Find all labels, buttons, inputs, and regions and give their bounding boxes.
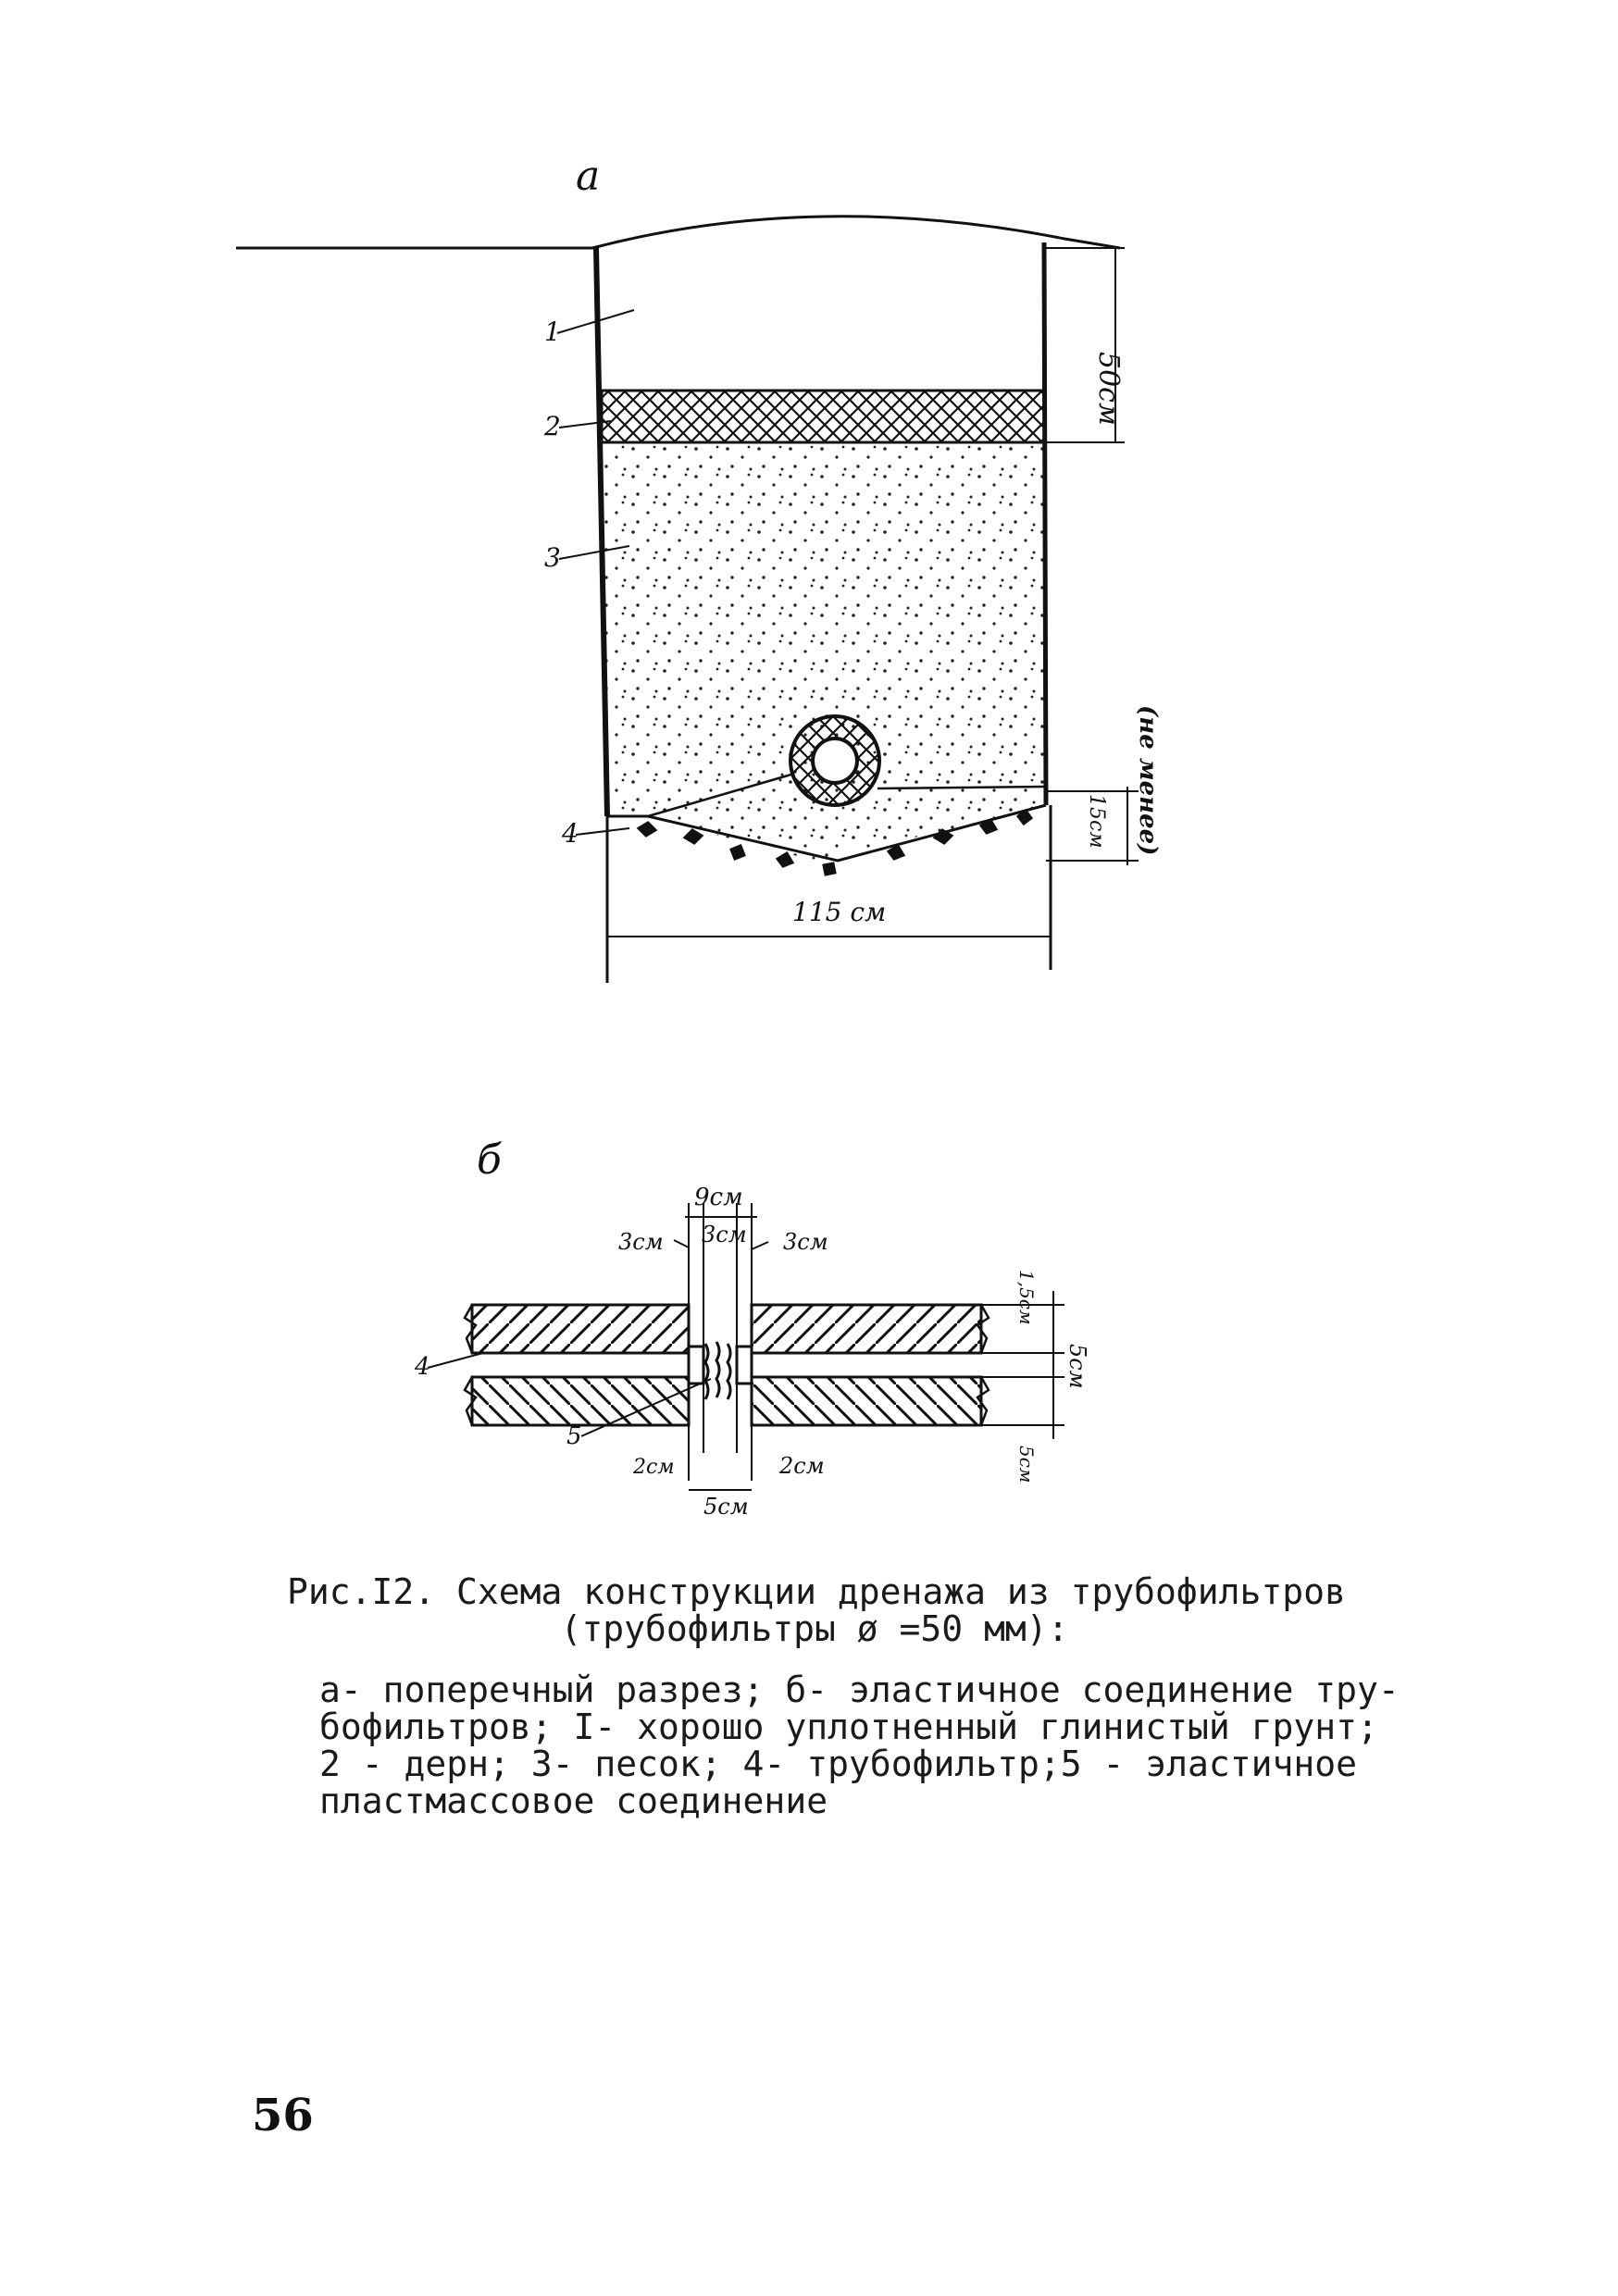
- figure-caption-legend: [319, 1671, 1400, 1819]
- dim-bottom: [632, 1453, 825, 1520]
- caption-title-line-1: Рис.I2. Схема конструкции дренажа из трубофильтров: [287, 1571, 1346, 1612]
- caption-title-line-2: (трубофильтры ø =50 мм):: [560, 1608, 1069, 1649]
- pipe-wall-top-left: [472, 1305, 689, 1353]
- dim-3cm-left-label: 3см: [618, 1229, 664, 1255]
- page-number: 56: [252, 2090, 314, 2141]
- pipe-wall-bottom-right: [752, 1377, 981, 1425]
- dim-top: [618, 1184, 828, 1255]
- ground-surface: [236, 217, 1120, 248]
- dim-right-3-label: 5см: [1015, 1446, 1038, 1483]
- figure-b: [414, 1136, 1090, 1520]
- callout-part-5: 5: [566, 1422, 582, 1450]
- callout-part-4: 4: [415, 1353, 430, 1381]
- dim-15cm-label: 15см: [1085, 794, 1108, 849]
- dim-50cm-label: 50см: [1092, 352, 1125, 426]
- dim-right-1-label: 1,5см: [1015, 1270, 1038, 1325]
- legend-line-1: а- поперечный разрез; б- эластичное соединение тру-: [319, 1669, 1400, 1710]
- dim-right: [981, 1270, 1090, 1483]
- figure-b-label: б: [477, 1136, 502, 1184]
- callout-2: 2: [544, 411, 561, 441]
- dim-3cm-mid-label: 3см: [702, 1222, 747, 1247]
- callout-3: 3: [544, 542, 561, 573]
- dim-15cm: [1046, 705, 1162, 865]
- trench-wall-right: [1044, 242, 1046, 805]
- sod-layer: [602, 391, 1044, 442]
- pipe-wall-bottom-left: [472, 1377, 689, 1425]
- dim-note-label: (не менее): [1134, 705, 1162, 856]
- dim-115cm-label: 115 см: [792, 897, 887, 927]
- callout-4: 4: [562, 818, 579, 849]
- dim-right-2-label: 5см: [1064, 1344, 1090, 1389]
- figure-a: [236, 153, 1162, 983]
- pipe-bore: [813, 738, 857, 783]
- figure-caption-title: [287, 1571, 1346, 1649]
- callout-1: 1: [544, 316, 561, 347]
- figure-a-label: а: [576, 153, 601, 200]
- dim-gap-left-label: 2см: [633, 1456, 675, 1479]
- dim-gap-total-label: 5см: [703, 1494, 749, 1520]
- legend-line-4: пластмассовое соединение: [319, 1781, 828, 1821]
- dim-50cm: [1044, 248, 1125, 442]
- dim-3cm-right-label: 3см: [783, 1229, 828, 1255]
- legend-line-2: бофильтров; I- хорошо уплотненный глинистый грунт;: [319, 1706, 1378, 1747]
- legend-line-3: 2 - дерн; 3- песок; 4- трубофильтр;5 - эластичное: [319, 1744, 1358, 1784]
- dim-gap-right-label: 2см: [779, 1453, 825, 1479]
- pipe-wall-top-right: [752, 1305, 981, 1353]
- dim-9cm-label: 9см: [694, 1184, 743, 1211]
